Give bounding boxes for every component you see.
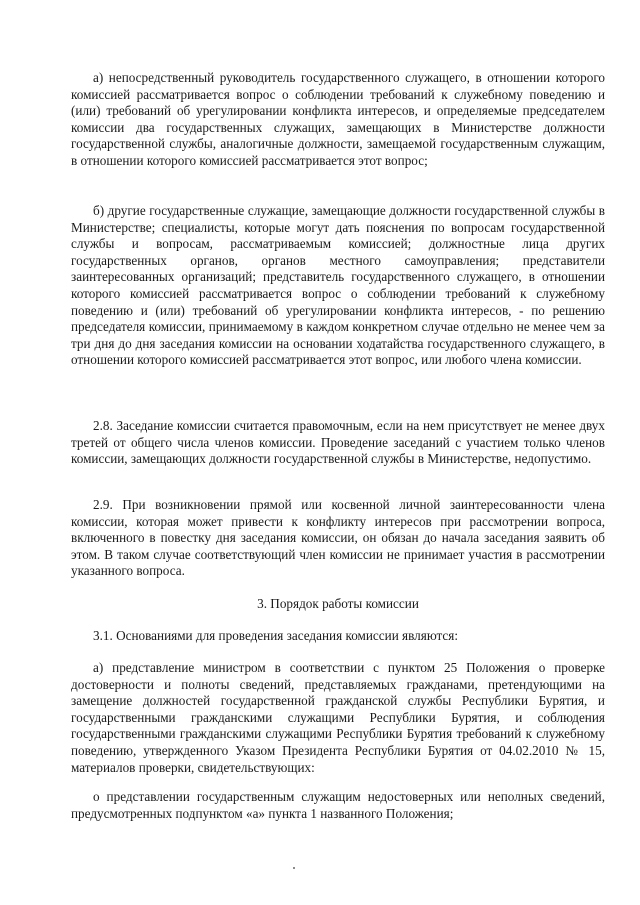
paragraph-members-b: б) другие государственные служащие, замещающие должности государственной службы в Министерстве; специалисты, которые могут дать пояснения по вопросам государственной службы и вопросам, рассматриваемым комиссией; должностные лица других государственных органов, органов местного самоуправления; представители заинтересованных организаций; представитель государственного служащего, в отношении которого комиссией рассматривается вопрос о соблюдении требований к служебному поведению и (или) требований об урегулировании конфликта интересов, - по решению председателя комиссии, принимаемому в каждом конкретном случае отдельно не менее чем за три дня до дня заседания комиссии на основании ходатайства государственного служащего, в отношении которого комиссией рассматривается этот вопрос, или любого члена комиссии. (71, 203, 605, 368)
paragraph-3-1: 3.1. Основаниями для проведения заседания комиссии являются: (93, 628, 459, 643)
scan-dot-mark (293, 867, 295, 869)
paragraph-2-8: 2.8. Заседание комиссии считается правомочным, если на нем присутствует не менее двух третей от общего числа членов комиссии. Проведение заседаний с участием только членов комиссии, замещающих должности государственной службы в Министерстве, недопустимо. (71, 418, 605, 467)
section-heading: 3. Порядок работы комиссии (257, 596, 419, 611)
paragraph-3-1-a: а) представление министром в соответствии с пунктом 25 Положения о проверке достоверности и полноты сведений, представляемых гражданами, претендующими на замещение должностей государственной гражданской службы Республики Бурятия, и государственными гражданскими служащими Республики Бурятия, и соблюдения государственными гражданскими служащими Республики Бурятия требований к служебному поведению, утвержденного Указом Президента Республики Бурятия от 04.02.2010 № 15, материалов проверки, свидетельствующих: (71, 660, 605, 775)
paragraph-3-1-a-item: о представлении государственным служащим недостоверных или неполных сведений, предусмотренных подпунктом «а» пункта 1 названного Положения; (71, 789, 605, 821)
paragraph-2-9: 2.9. При возникновении прямой или косвенной личной заинтересованности члена комиссии, которая может привести к конфликту интересов при рассмотрении вопроса, включенного в повестку дня заседания комиссии, он обязан до начала заседания заявить об этом. В таком случае соответствующий член комиссии не принимает участия в рассмотрении указанного вопроса. (71, 497, 605, 579)
paragraph-members-a: а) непосредственный руководитель государственного служащего, в отношении которого комиссией рассматривается вопрос о соблюдении требований к служебному поведению и (или) требований об урегулировании конфликта интересов, и определяемые председателем комиссии два государственных служащих, замещающих в Министерстве должности государственной службы, аналогичные должности, замещаемой государственным служащим, в отношении которого комиссией рассматривается этот вопрос; (71, 70, 605, 168)
